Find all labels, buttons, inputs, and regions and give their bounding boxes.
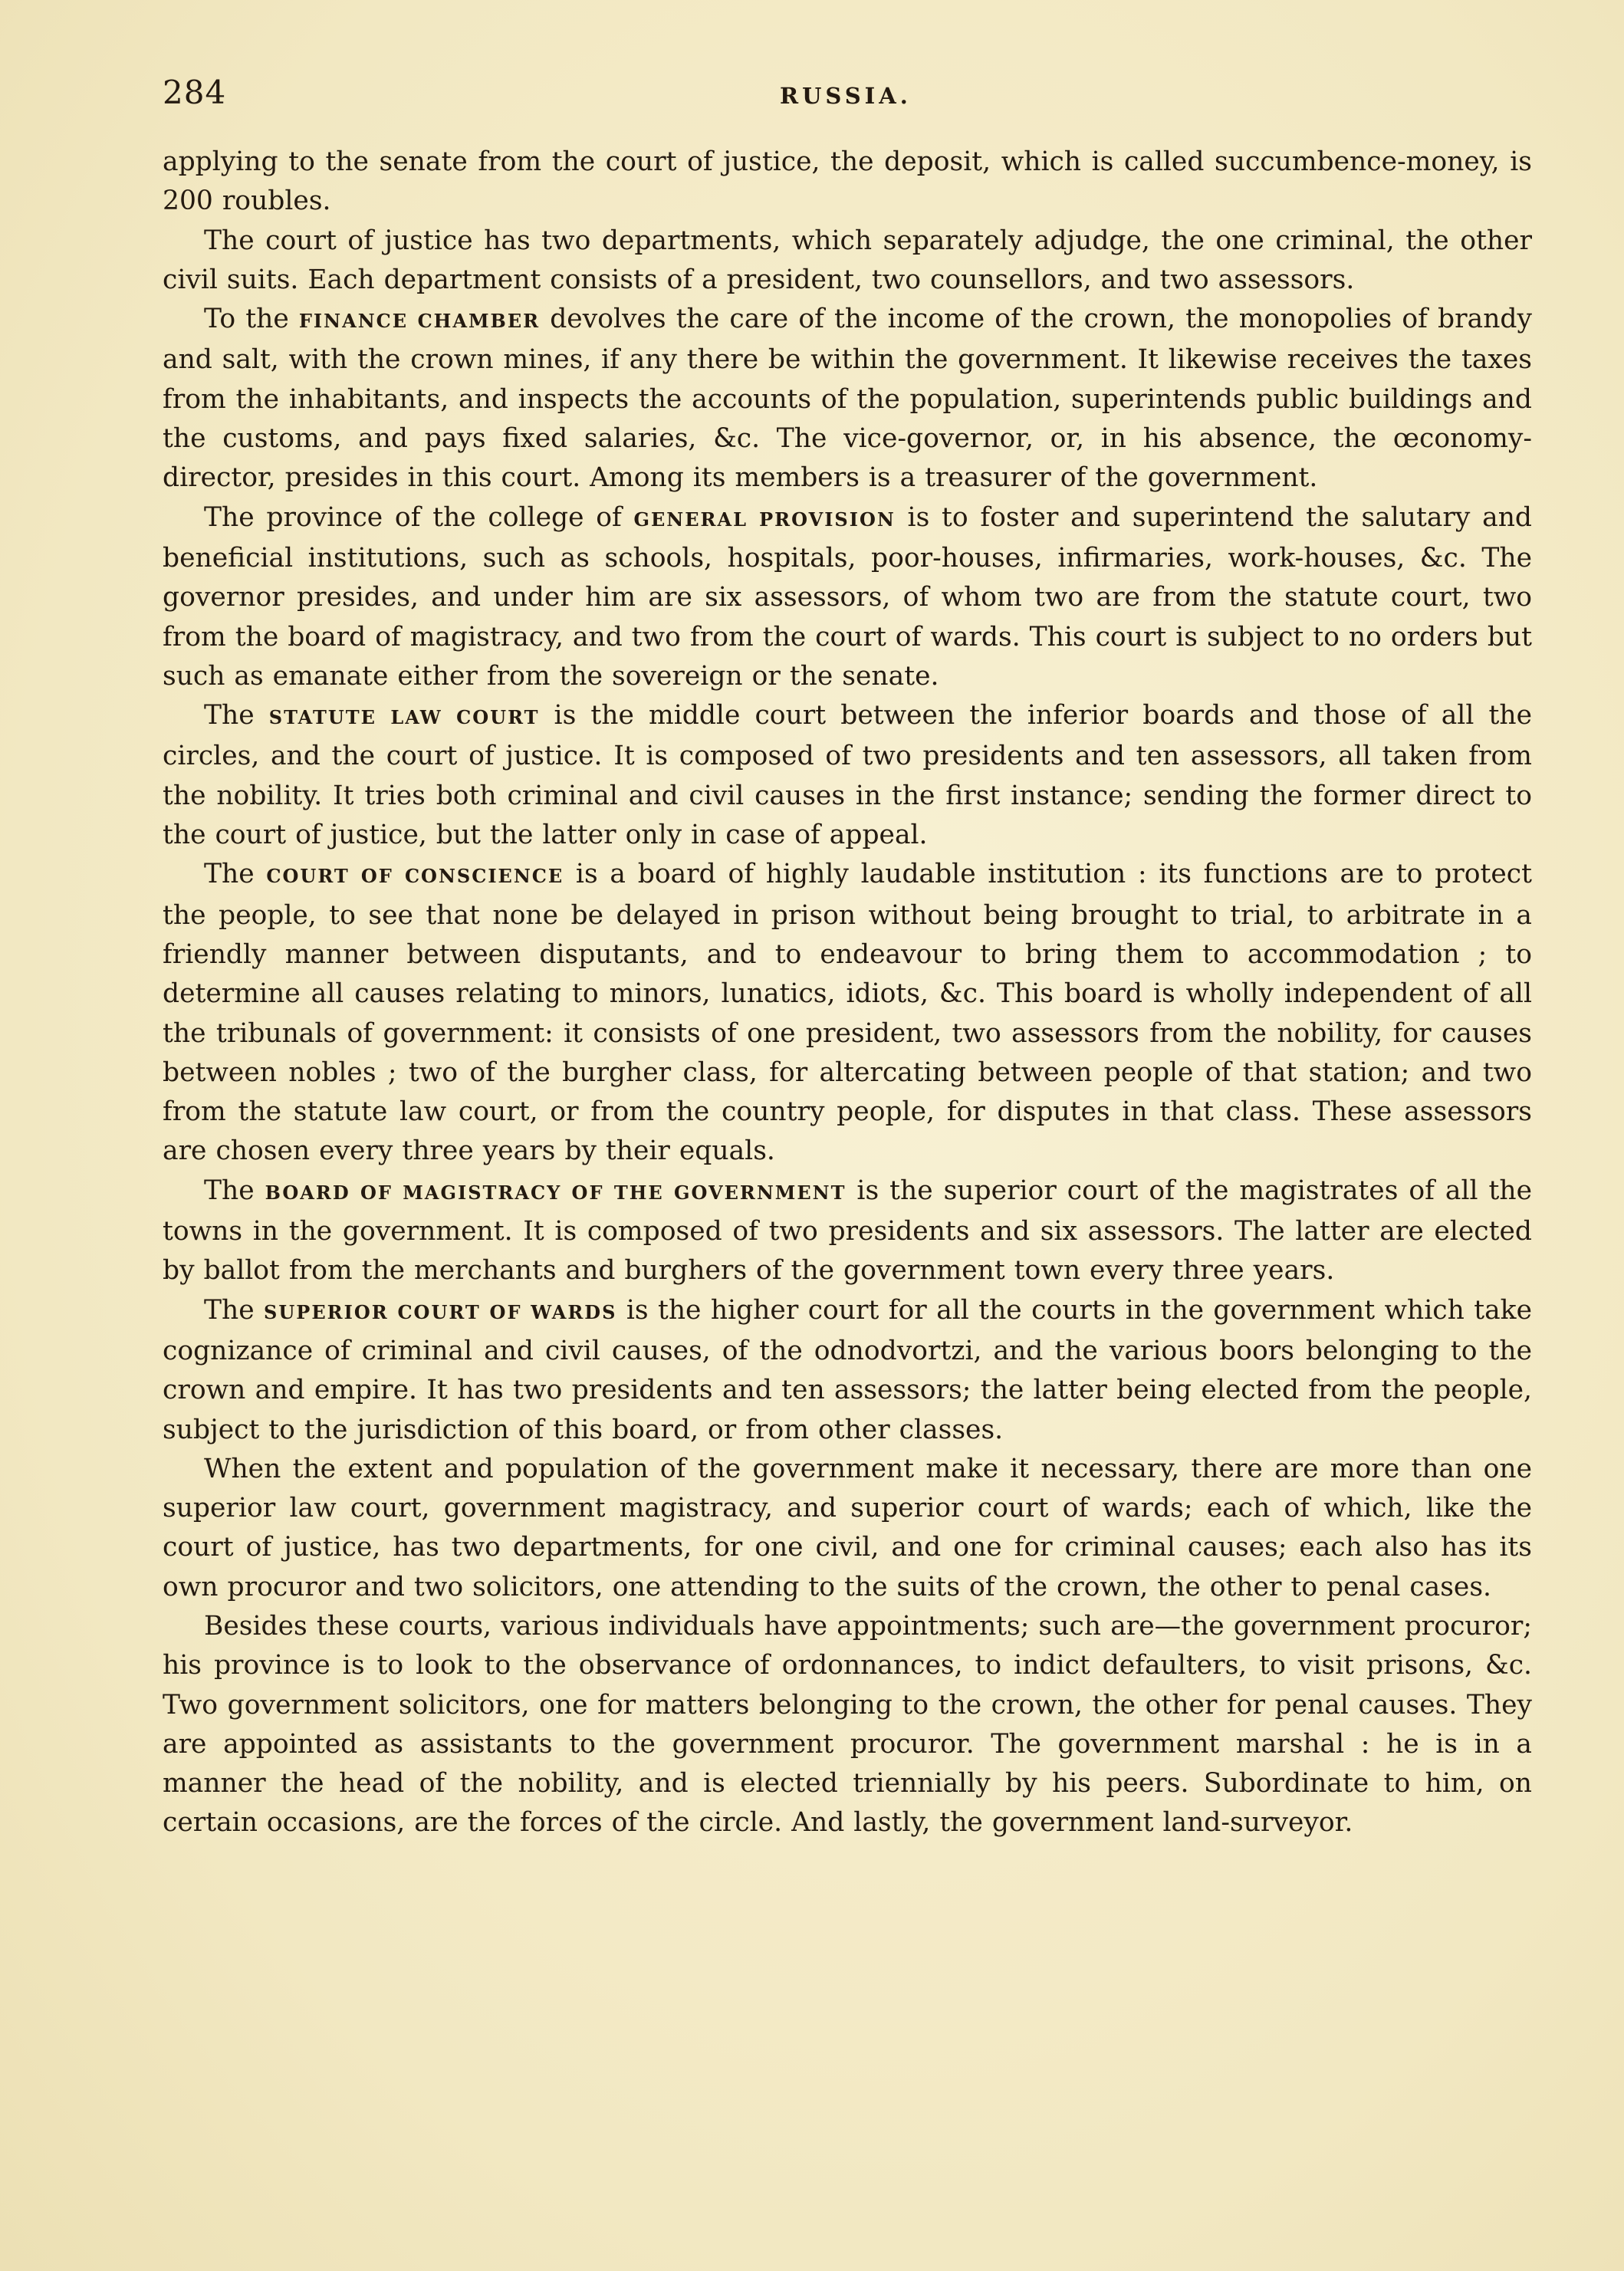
text-run: is a board of highly laudable institution : its functions are to protect the people, to see that none be delayed in prison without being brought to trial, to arbitrate in a friendly manner between disputants, and to endeavour to bring them to accommodation ; to determine all causes relating to minors, lunatics, idiots, &c. This board is wholly independent of all the tribunals of government: it consists of one president, two assessors from the nobility, for causes between nobles ; two of the burgher class, for altercating between people of that station; and two from the statute law court, or from the country people, for disputes in that class. These assessors are chosen every three years by their equals. bbox=[163, 859, 1532, 1167]
paragraph-statute-law-court bbox=[163, 696, 1532, 855]
text-run: devolves the care of the income of the crown, the monopolies of brandy and salt, with the crown mines, if any there be within the government. It likewise receives the taxes from the inhabitants, and inspects the accounts of the population, superintends public buildings and the customs, and pays fixed salaries, &c. The vice-governor, or, in his absence, the œconomy-director, presides in this court. Among its members is a treasurer of the government. bbox=[163, 304, 1532, 494]
text-run: The bbox=[204, 859, 267, 890]
text-run: is to foster and superintend the salutary and beneficial institutions, such as schools, hospitals, poor-houses, infirmaries, work-houses, &c. The governor presides, and under him are six assessors, of whom two are from the statute court, two from the board of magistracy, and two from the court of wards. This court is subject to no orders but such as emanate either from the sovereign or the senate. bbox=[163, 501, 1532, 692]
paragraph-general-provision bbox=[163, 498, 1532, 696]
text-run: is the middle court between the inferior boards and those of all the circles, and the court of justice. It is composed of two presidents and ten assessors, all taken from the nobility. It tries both criminal and civil causes in the first instance; sending the former direct to the court of justice, but the latter only in case of appeal. bbox=[163, 700, 1532, 851]
small-caps-term: GENERAL PROVISION bbox=[633, 508, 896, 531]
paragraph-finance-chamber bbox=[163, 300, 1532, 498]
paragraph-continued bbox=[163, 143, 1532, 222]
paragraph-court-of-conscience bbox=[163, 855, 1532, 1171]
text-run: The bbox=[204, 1294, 265, 1326]
paragraph-board-of-magistracy bbox=[163, 1172, 1532, 1291]
text-run: applying to the senate from the court of justice, the deposit, which is called succumbence-money, is 200 roubles. bbox=[163, 146, 1532, 217]
running-head: RUSSIA. bbox=[780, 83, 912, 109]
body-text bbox=[163, 143, 1532, 1843]
text-run: is the higher court for all the courts in the government which take cognizance of criminal and civil causes, of the odnodvortzi, and the various boors belonging to the crown and empire. It has two presidents and ten assessors; the latter being elected from the people, subject to the jurisdiction of this board, or from other classes. bbox=[163, 1294, 1532, 1445]
page-header bbox=[163, 74, 1532, 127]
book-page bbox=[163, 74, 1532, 1843]
small-caps-term: COURT OF CONSCIENCE bbox=[266, 865, 564, 888]
paragraph-individual-appointments bbox=[163, 1607, 1532, 1843]
text-run: When the extent and population of the government make it necessary, there are more than one superior law court, government magistracy, and superior court of wards; each of which, like the court of justice, has two departments, for one civil, and one for criminal causes; each also has its own procuror and two solicitors, one attending to the suits of the crown, the other to penal cases. bbox=[163, 1453, 1532, 1602]
text-run: The bbox=[204, 1175, 265, 1206]
page-number: 284 bbox=[163, 74, 227, 111]
small-caps-term: STATUTE LAW COURT bbox=[268, 706, 540, 729]
text-run: To the bbox=[204, 304, 299, 335]
paragraph-extent-and-population bbox=[163, 1450, 1532, 1607]
small-caps-term: BOARD OF MAGISTRACY OF THE GOVERNMENT bbox=[265, 1181, 847, 1204]
small-caps-term: SUPERIOR COURT OF WARDS bbox=[264, 1300, 617, 1323]
text-run: Besides these courts, various individuals have appointments; such are—the government procuror; his province is to look to the observance of ordonnances, to indict defaulters, to visit prisons, &c. Two government solicitors, one for matters belonging to the crown, the other for penal causes. They are appointed as assistants to the government procuror. The government marshal : he is in a manner the head of the nobility, and is elected triennially by his peers. Subordinate to him, on certain occasions, are the forces of the circle. And lastly, the government land-surveyor. bbox=[163, 1610, 1532, 1839]
paragraph-superior-court-of-wards bbox=[163, 1291, 1532, 1450]
text-run: The province of the college of bbox=[204, 501, 634, 533]
text-run: is the superior court of the magistrates of all the towns in the government. It is composed of two presidents and six assessors. The latter are elected by ballot from the merchants and burghers of the government town every three years. bbox=[163, 1175, 1532, 1287]
small-caps-term: FINANCE CHAMBER bbox=[298, 310, 541, 333]
text-run: The bbox=[204, 700, 269, 731]
paragraph-court-of-justice bbox=[163, 222, 1532, 301]
text-run: The court of justice has two departments, which separately adjudge, the one criminal, the other civil suits. Each department consists of a president, two counsellors, and two assessors. bbox=[163, 225, 1532, 295]
